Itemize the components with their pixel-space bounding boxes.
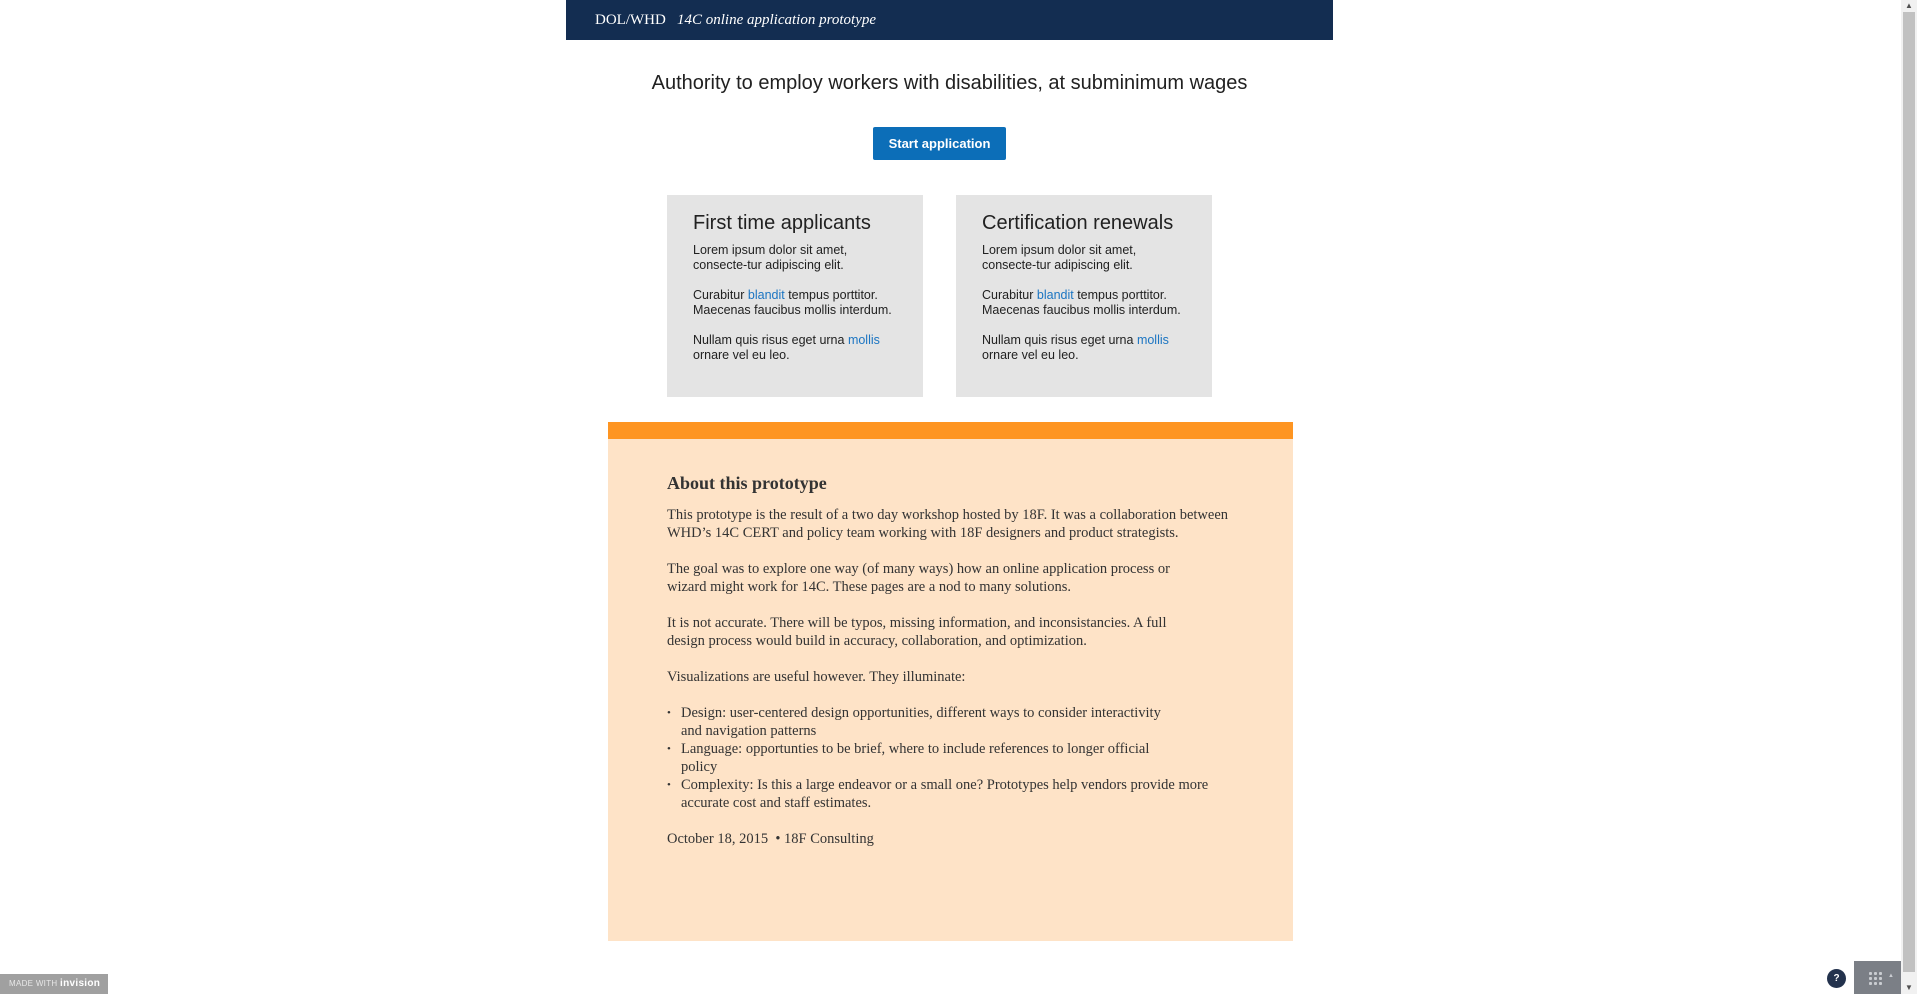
text: Nullam quis risus eget urna bbox=[693, 333, 848, 347]
about-prototype-panel bbox=[608, 422, 1293, 941]
text: tempus porttitor. Maecenas faucibus mollis interdum. bbox=[693, 288, 892, 317]
card-first-time-applicants bbox=[667, 195, 923, 397]
start-application-button[interactable]: Start application bbox=[873, 127, 1006, 160]
page-title: Authority to employ workers with disabilities, at subminimum wages bbox=[651, 72, 1248, 94]
blandit-link[interactable]: blandit bbox=[747, 288, 785, 302]
text: Curabitur bbox=[693, 288, 748, 302]
about-paragraph: The goal was to explore one way (of many ways) how an online application process or wizard might work for 14C. These pages are a nod to many solutions. bbox=[667, 561, 1170, 595]
list-item: • Design: user-centered design opportunities, different ways to consider interactivity and navigation patterns bbox=[667, 704, 1161, 740]
illuminate-list bbox=[667, 704, 1247, 812]
about-paragraph: This prototype is the result of a two day workshop hosted by 18F. It was a collaboration between WHD’s 14C CERT and policy team working with 18F designers and product strategists. bbox=[667, 507, 1229, 541]
text: Nullam quis risus eget urna bbox=[982, 333, 1137, 347]
made-with-invision-badge[interactable] bbox=[0, 974, 108, 994]
card-title: Certification renewals bbox=[982, 212, 1174, 234]
card-text: Lorem ipsum dolor sit amet, consecte-tur adipiscing elit. bbox=[982, 243, 1137, 272]
text: Curabitur bbox=[982, 288, 1037, 302]
card-text: Lorem ipsum dolor sit amet, consecte-tur adipiscing elit. bbox=[693, 243, 848, 272]
card-title: First time applicants bbox=[693, 212, 871, 234]
list-item: • Language: opportunties to be brief, where to include references to longer official policy bbox=[667, 740, 1171, 776]
scrollbar-thumb[interactable] bbox=[1903, 12, 1915, 972]
card-text bbox=[693, 333, 883, 363]
caret-up-icon: ▲ bbox=[1888, 973, 1894, 979]
blandit-link[interactable]: blandit bbox=[1036, 288, 1074, 302]
badge-prefix: MADE WITH bbox=[9, 979, 58, 988]
orange-accent-bar bbox=[608, 422, 1293, 439]
about-paragraph: Visualizations are useful however. They illuminate: bbox=[667, 669, 966, 685]
help-button[interactable]: ? bbox=[1827, 969, 1846, 988]
scroll-up-icon[interactable]: ▲ bbox=[1905, 1, 1913, 10]
scrollbar[interactable] bbox=[1901, 0, 1917, 994]
screens-menu-button[interactable] bbox=[1854, 961, 1901, 994]
grid-icon bbox=[1868, 971, 1883, 986]
mollis-link[interactable]: mollis bbox=[847, 333, 880, 347]
text: ornare vel eu leo. bbox=[982, 348, 1079, 362]
site-header bbox=[566, 0, 1333, 40]
about-heading: About this prototype bbox=[667, 473, 827, 493]
card-text bbox=[982, 288, 1186, 318]
invision-logo: invision bbox=[60, 978, 101, 989]
header-brand[interactable]: DOL/WHD bbox=[595, 12, 666, 28]
about-paragraph: It is not accurate. There will be typos, missing information, and inconsistancies. A full design process would build in accuracy, collaboration, and optimization. bbox=[667, 615, 1167, 649]
about-footer: October 18, 2015 • 18F Consulting bbox=[667, 831, 874, 847]
scroll-down-icon[interactable]: ▼ bbox=[1905, 983, 1913, 992]
card-text bbox=[982, 333, 1172, 363]
mollis-link[interactable]: mollis bbox=[1136, 333, 1169, 347]
text: tempus porttitor. Maecenas faucibus mollis interdum. bbox=[982, 288, 1181, 317]
card-text bbox=[693, 288, 897, 318]
header-subtitle: 14C online application prototype bbox=[677, 12, 877, 28]
text: ornare vel eu leo. bbox=[693, 348, 790, 362]
card-certification-renewals bbox=[956, 195, 1212, 397]
list-item: • Complexity: Is this a large endeavor or a small one? Prototypes help vendors provide more accurate cost and staff estimates. bbox=[667, 776, 1247, 812]
